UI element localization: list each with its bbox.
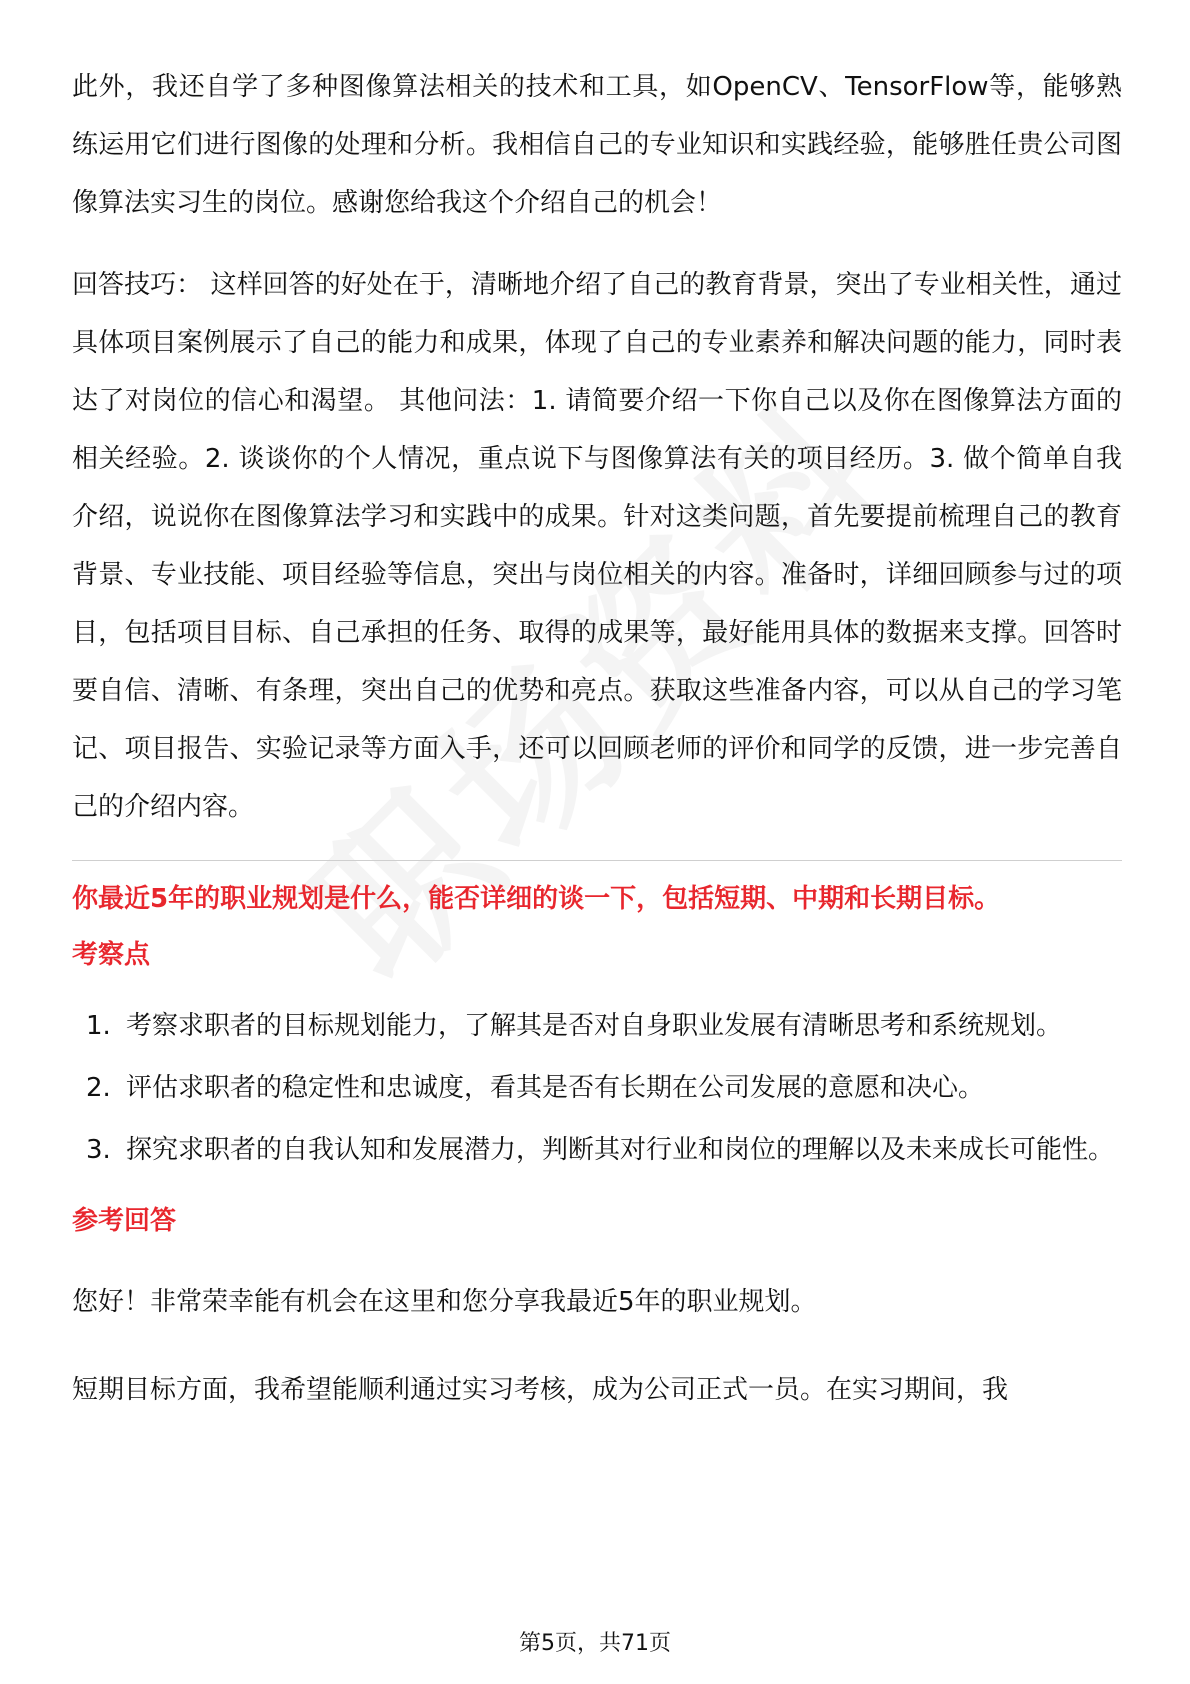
list-item bbox=[72, 1059, 1122, 1117]
points-heading: 考察点 bbox=[72, 940, 151, 970]
list-item-number: 3. bbox=[86, 1135, 111, 1165]
list-item bbox=[72, 997, 1122, 1055]
list-item-number: 2. bbox=[86, 1073, 111, 1103]
list-item bbox=[72, 1121, 1122, 1179]
points-list bbox=[72, 997, 1122, 1179]
question-title: 你最近5年的职业规划是什么，能否详细的谈一下，包括短期、中期和长期目标。 bbox=[72, 884, 1001, 914]
list-item-text: 评估求职者的稳定性和忠诚度，看其是否有长期在公司发展的意愿和决心。 bbox=[126, 1073, 985, 1103]
answer-heading: 参考回答 bbox=[72, 1206, 177, 1236]
list-item-number: 1. bbox=[86, 1011, 111, 1041]
page-content bbox=[72, 58, 1122, 1419]
section-divider bbox=[72, 860, 1122, 861]
list-item-text: 考察求职者的目标规划能力，了解其是否对自身职业发展有清晰思考和系统规划。 bbox=[126, 1011, 1063, 1041]
answer-paragraph: 您好！非常荣幸能有机会在这里和您分享我最近5年的职业规划。 bbox=[72, 1287, 817, 1317]
intro-paragraph: 此外，我还自学了多种图像算法相关的技术和工具，如OpenCV、TensorFlow等，能够熟练运用它们进行图像的处理和分析。我相信自己的专业知识和实践经验，能够胜任贵公司图像算法实习生的岗位。感谢您给我这个介绍自己的机会！ bbox=[72, 72, 1122, 218]
list-item-text: 探究求职者的自我认知和发展潜力，判断其对行业和岗位的理解以及未来成长可能性。 bbox=[126, 1135, 1115, 1165]
answer-paragraph: 短期目标方面，我希望能顺利通过实习考核，成为公司正式一员。在实习期间，我 bbox=[72, 1375, 1009, 1405]
tips-paragraph: 回答技巧： 这样回答的好处在于，清晰地介绍了自己的教育背景，突出了专业相关性，通过具体项目案例展示了自己的能力和成果，体现了自己的专业素养和解决问题的能力，同时表达了对岗位的信心和渴望。 其他问法：1. 请简要介绍一下你自己以及你在图像算法方面的相关经验。2. 谈谈你的个人情况，重点说下与图像算法有关的项目经历。3. 做个简单自我介绍，说说你在图像算法学习和实践中的成果。针对这类问题，首先要提前梳理自己的教育背景、专业技能、项目经验等信息，突出与岗位相关的内容。准备时，详细回顾参与过的项目，包括项目目标、自己承担的任务、取得的成果等，最好能用具体的数据来支撑。回答时要自信、清晰、有条理，突出自己的优势和亮点。获取这些准备内容，可以从自己的学习笔记、项目报告、实验记录等方面入手，还可以回顾老师的评价和同学的反馈，进一步完善自己的介绍内容。 bbox=[72, 270, 1122, 822]
page-number: 第5页，共71页 bbox=[519, 1631, 671, 1656]
